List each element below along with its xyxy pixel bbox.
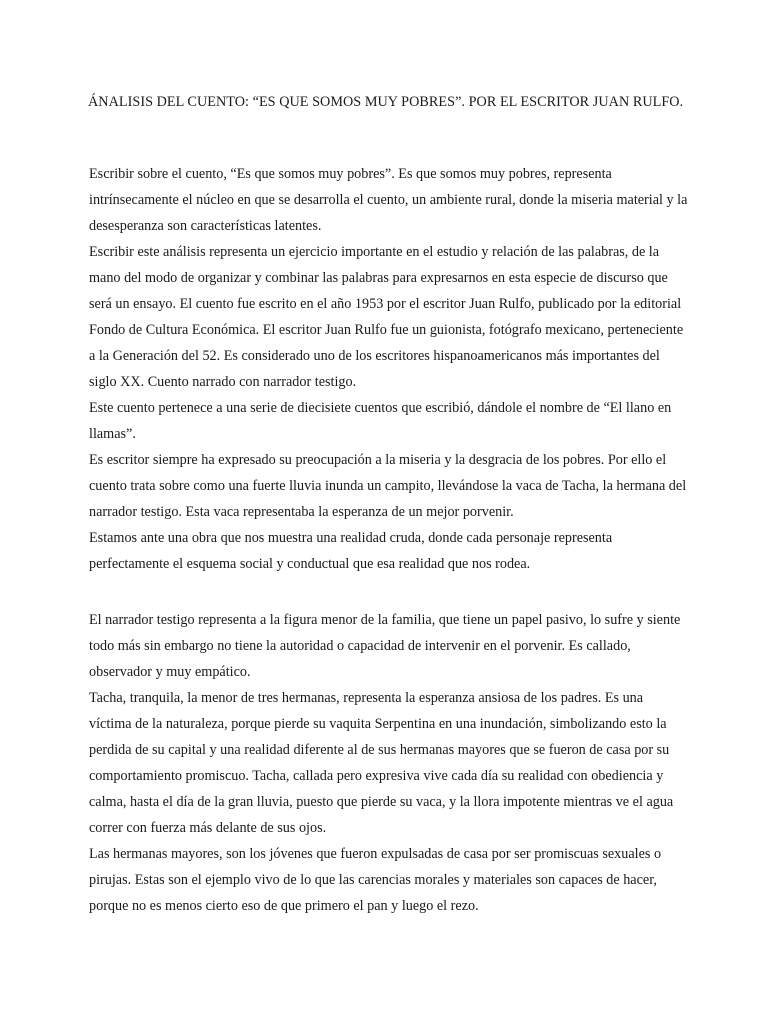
paragraph: Tacha, tranquila, la menor de tres hermanas, representa la esperanza ansiosa de los padres. Es una víctima de la naturaleza, porque pierde su vaquita Serpentina en una inundación, simbolizando esto la perdida de su capital y una realidad diferente al de sus hermanas mayores que se fueron de casa por su comportamiento promiscuo. Tacha, callada pero expresiva vive cada día su realidad con obediencia y calma, hasta el día de la gran lluvia, puesto que pierde su vaca, y la llora impotente mientras ve el agua correr con fuerza más delante de sus ojos. (89, 690, 674, 836)
paragraph: Es escritor siempre ha expresado su preocupación a la miseria y la desgracia de los pobres. Por ello el cuento trata sobre como una fuerte lluvia inunda un campito, llevándose la vaca de Tacha, la hermana del narrador testigo. Esta vaca representaba la esperanza de un mejor porvenir. (89, 452, 687, 520)
body-section-2 (89, 607, 689, 919)
paragraph: Estamos ante una obra que nos muestra una realidad cruda, donde cada personaje representa perfectamente el esquema social y conductual que esa realidad que nos rodea. (89, 530, 613, 572)
paragraph: Las hermanas mayores, son los jóvenes que fueron expulsadas de casa por ser promiscuas sexuales o pirujas. Estas son el ejemplo vivo de lo que las carencias morales y materiales son capaces de hacer, porque no es menos cierto eso de que primero el pan y luego el rezo. (89, 846, 662, 914)
document-title: ÁNALISIS DEL CUENTO: “ES QUE SOMOS MUY POBRES”. POR EL ESCRITOR JUAN RULFO. (88, 94, 684, 110)
paragraph: El narrador testigo representa a la figura menor de la familia, que tiene un papel pasivo, lo sufre y siente todo más sin embargo no tiene la autoridad o capacidad de intervenir en el porvenir. Es callado, observador y muy empático. (89, 612, 681, 680)
paragraph: Escribir este análisis representa un ejercicio importante en el estudio y relación de las palabras, de la mano del modo de organizar y combinar las palabras para expresarnos en esta especie de discurso que será un ensayo. El cuento fue escrito en el año 1953 por el escritor Juan Rulfo, publicado por la editorial Fondo de Cultura Económica. El escritor Juan Rulfo fue un guionista, fotógrafo mexicano, perteneciente a la Generación del 52. Es considerado uno de los escritores hispanoamericanos más importantes del siglo XX. Cuento narrado con narrador testigo. (89, 244, 684, 390)
paragraph: Escribir sobre el cuento, “Es que somos muy pobres”. Es que somos muy pobres, representa intrínsecamente el núcleo en que se desarrolla el cuento, un ambiente rural, donde la miseria material y la desesperanza son características latentes. (89, 166, 688, 234)
body-section-1 (89, 161, 689, 577)
paragraph: Este cuento pertenece a una serie de diecisiete cuentos que escribió, dándole el nombre de “El llano en llamas”. (89, 400, 672, 442)
